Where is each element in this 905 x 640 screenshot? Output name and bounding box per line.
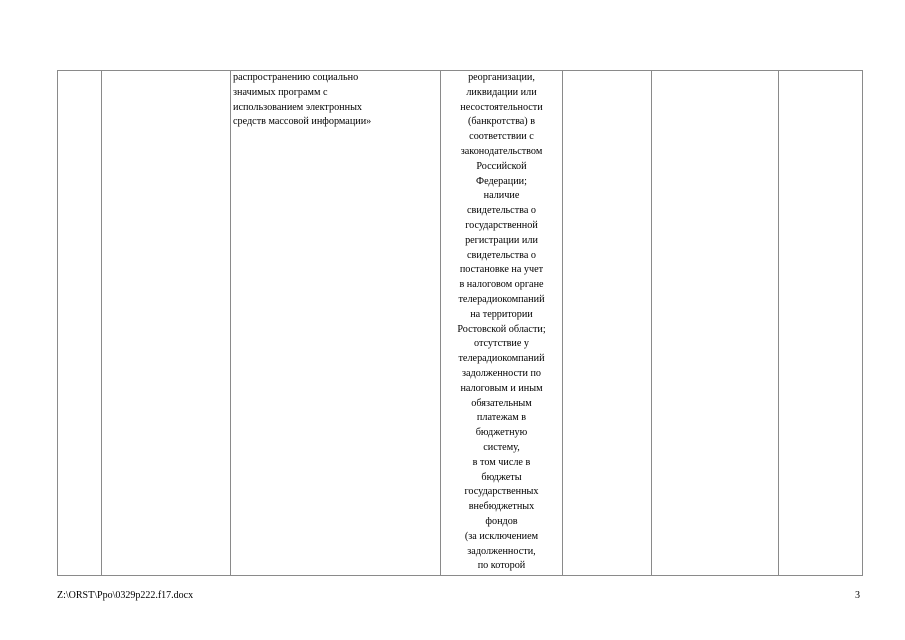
cell-text-line: (за исключением	[464, 530, 539, 542]
cell-text-line: ликвидации или	[466, 86, 537, 98]
cell-text-line: бюджетную	[475, 427, 528, 439]
table-cell-col1	[58, 71, 102, 576]
table-cell-col5	[563, 71, 652, 576]
cell-text-line: законодательством	[460, 145, 543, 157]
cell-text-line: в налоговом органе	[459, 279, 544, 291]
cell-text-line: задолженности по	[462, 367, 541, 379]
cell-text-line: внебюджетных	[468, 501, 535, 513]
cell-text-line: Ростовской области;	[457, 323, 546, 335]
cell-text-line: систему,	[483, 441, 520, 453]
cell-text-line: платежам в	[476, 412, 527, 424]
cell-text-line: реорганизации,	[468, 72, 535, 83]
cell-text-line: значимых программ с	[233, 86, 328, 98]
footer-file-path: Z:\ORST\Ppo\0329p222.f17.docx	[57, 590, 194, 601]
table-cell-col3	[231, 71, 441, 576]
cell-text-line: налоговым и иным	[460, 382, 543, 394]
cell-text-line: в том числе в	[472, 456, 531, 468]
cell-text-line: телерадиокомпаний	[458, 293, 545, 305]
cell-text-line: постановке на учет	[459, 264, 544, 276]
cell-text-line: свидетельства о	[466, 249, 536, 261]
document-table	[57, 70, 863, 576]
cell-text-line: телерадиокомпаний	[458, 353, 545, 365]
table-cell-col2	[102, 71, 231, 576]
cell-text-line: распространению социально	[233, 72, 359, 83]
footer-page-number: 3	[855, 590, 860, 601]
cell-text-line: на территории	[470, 308, 533, 320]
cell-text-line: использованием электронных	[233, 101, 363, 113]
cell-text-line: отсутствие у	[474, 338, 529, 350]
cell-text-line: соответствии с	[469, 131, 534, 143]
cell-text-line: Российской	[476, 160, 527, 172]
cell-text-line: задолженности,	[467, 545, 536, 557]
table-cell-col4	[441, 71, 563, 576]
cell-text-line: наличие	[483, 190, 520, 202]
cell-text-line: Федерации;	[476, 175, 527, 187]
cell-text-line: государственных	[464, 486, 539, 498]
cell-text-line: по которой	[477, 560, 526, 572]
cell-text-line: обязательным	[471, 397, 532, 409]
cell-text-line: (банкротства) в	[467, 116, 536, 128]
cell-text-line: фондов	[485, 515, 518, 527]
cell-text-line: бюджеты	[481, 471, 522, 483]
cell-text-line: государственной	[465, 219, 538, 231]
table-cell-col7	[779, 71, 863, 576]
table-cell-col6	[652, 71, 779, 576]
cell-text-line: регистрации или	[465, 234, 538, 246]
cell-text-line: средств массовой информации»	[233, 116, 372, 128]
cell-text-line: свидетельства о	[466, 205, 536, 217]
table-row	[58, 71, 863, 576]
cell-text-line: несостоятельности	[460, 101, 543, 113]
